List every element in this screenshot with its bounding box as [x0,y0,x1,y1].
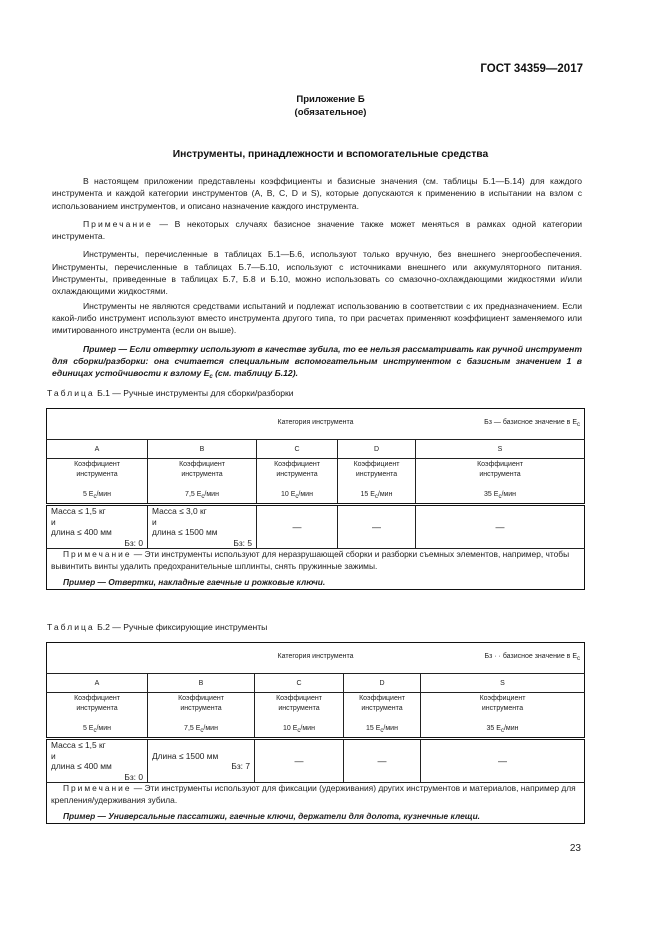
paragraph-tool-usage: Инструменты не являются средствами испытаний и подлежат использованию в соответствии с их предназначением. Если какой-либо инструмент используют вместо инструмента другого типа, то при расчетах применяют коэффициент заменяемого или имитированного инструмента (если он выше). [52,300,582,336]
table-2-cell-b: Длина ≤ 1500 мм Бз: 7 [148,739,255,783]
intro-text [52,175,582,383]
table-1-caption-label: Таблица [47,388,95,398]
table-2-coef-s: Коэффициент инструмента 35 Ec/мин [421,693,585,739]
table-1-coef-d: Коэффициент инструмента 15 Ec/мин [338,459,416,505]
standard-number: ГОСТ 34359—2017 [480,63,583,75]
table-1-cell-b: Масса ≤ 3,0 кг и длина ≤ 1500 мм Бз: 5 [148,505,257,549]
table-2 [46,642,585,824]
table-1-col-d: D [338,440,416,459]
appendix-heading [0,93,661,119]
appendix-title: Приложение Б [296,94,365,105]
table-1-col-a: A [47,440,148,459]
table-2-cell-s: — [421,739,585,783]
page-number: 23 [569,843,581,854]
note-text: — В некоторых случаях базисное значение также может меняться в рамках одной категории инструмента. [52,218,582,242]
table-2-example: Пример — Универсальные пассатижи, гаечные ключи, держатели для долота, кузнечные клещи. [63,811,481,821]
table-1-cell-c: — [257,505,338,549]
paragraph-example [52,343,582,384]
table-1-coef-b: Коэффициент инструмента 7,5 Ec/мин [148,459,257,505]
table-1-caption-text: Б.1 — Ручные инструменты для сборки/разборки [94,388,294,398]
table-1-data-row [47,505,585,549]
table-2-col-a: A [47,674,148,693]
section-title: Инструменты, принадлежности и вспомогательные средства [172,149,489,160]
table-2-note: Примечание — Эти инструменты используют для фиксации (удерживания) других инструментов и материалов, например для крепления/удерживания зубила. [51,783,576,805]
table-2-col-b: B [148,674,255,693]
table-2-caption-label: Таблица [47,622,95,632]
table-1-col-c: C [257,440,338,459]
table-2-data-row [47,739,585,783]
paragraph-intro: В настоящем приложении представлены коэффициенты и базисные значения (см. таблицы Б.1—Б.14) для каждого инструмента и каждой категории инструментов (A, B, C, D и S), которые допускаются к применению в испытании на взлом с использованием инструментов, и описано назначение каждого инструмента. [52,176,582,211]
table-1-coef-row [47,459,585,505]
table-2-coef-a: Коэффициент инструмента 5 Ec/мин [47,693,148,739]
table-1-coef-c: Коэффициент инструмента 10 Ec/мин [257,459,338,505]
table-2-note-row [47,783,585,824]
table-1-coef-s: Коэффициент инструмента 35 Ec/мин [416,459,585,505]
table-1-letter-row [47,440,585,459]
table-1-note-row [47,549,585,590]
table-1-category-row [47,409,585,440]
table-2-letter-row [47,674,585,693]
table-1-col-s: S [416,440,585,459]
table-2-caption [47,622,267,632]
table-1-note: Примечание — Эти инструменты используют для неразрушающей сборки и разборки съемных элементов, например, чтобы вывинтить винты удалить предохранительные шплинты, снять пружинные зажимы. [51,549,570,571]
table-2-col-d: D [344,674,421,693]
table-2-bz-legend: Бз · · базисное значение в Ec [484,653,581,662]
table-2-col-c: C [255,674,344,693]
table-1-cell-s: — [416,505,585,549]
note-label: Примечание [83,218,153,229]
table-1-bz-a: Бз: 0 [124,537,143,548]
table-1-bz-legend: Бз — базисное значение в Ec [484,419,581,428]
example-tail: (см. таблицу Б.12). [212,368,298,379]
appendix-status: (обязательное) [294,107,367,118]
table-2-cell-c: — [255,739,344,783]
table-2-coef-b: Коэффициент инструмента 7,5 Ec/мин [148,693,255,739]
table-2-cell-d: — [344,739,421,783]
table-1-col-b: B [148,440,257,459]
table-1-coef-a: Коэффициент инструмента 5 Ec/мин [47,459,148,505]
table-1-bz-b: Бз: 5 [233,537,252,548]
table-2-category-label: Категория инструмента [277,653,354,660]
table-2-bz-a: Бз: 0 [124,771,143,782]
table-2-category-row [47,643,585,674]
paragraph-note [52,218,582,243]
table-2-caption-text: Б.2 — Ручные фиксирующие инструменты [94,622,268,632]
table-2-coef-c: Коэффициент инструмента 10 Ec/мин [255,693,344,739]
table-2-coef-d: Коэффициент инструмента 15 Ec/мин [344,693,421,739]
paragraph-tool-tables: Инструменты, перечисленные в таблицах Б.1—Б.6, используют только вручную, без внешнего энергообеспечения. Инструменты, перечисленные в таблицах Б.7—Б.10, используют с источниками внешнего или аккумуляторного питания. Инструменты, приведенные в таблицах Б.7, Б.8 и Б.10, можно использовать со смазочно-охлаждающими жидкостями и/или охлаждающими жидкостями. [52,249,582,297]
example-sub: c [209,374,213,381]
table-2-bz-b: Бз: 7 [231,761,250,771]
table-1-cell-d: — [338,505,416,549]
table-1-caption [47,388,294,398]
table-1-example: Пример — Отвертки, накладные гаечные и рожковые ключи. [63,577,326,587]
table-2-coef-row [47,693,585,739]
table-2-col-s: S [421,674,585,693]
table-1-cell-a: Масса ≤ 1,5 кг и длина ≤ 400 мм Бз: 0 [47,505,148,549]
table-1-category-label: Категория инструмента [277,419,354,426]
example-main: Пример — Если отвертку используют в качестве зубила, то ее нельзя рассматривать как ручной инструмент для сборки/разборки: она считается специальным вспомогательным инструментом с базисным значением 1 в единицах устойчивости к взлому E [52,343,582,379]
table-1 [46,408,585,590]
table-2-cell-a: Масса ≤ 1,5 кг и длина ≤ 400 мм Бз: 0 [47,739,148,783]
